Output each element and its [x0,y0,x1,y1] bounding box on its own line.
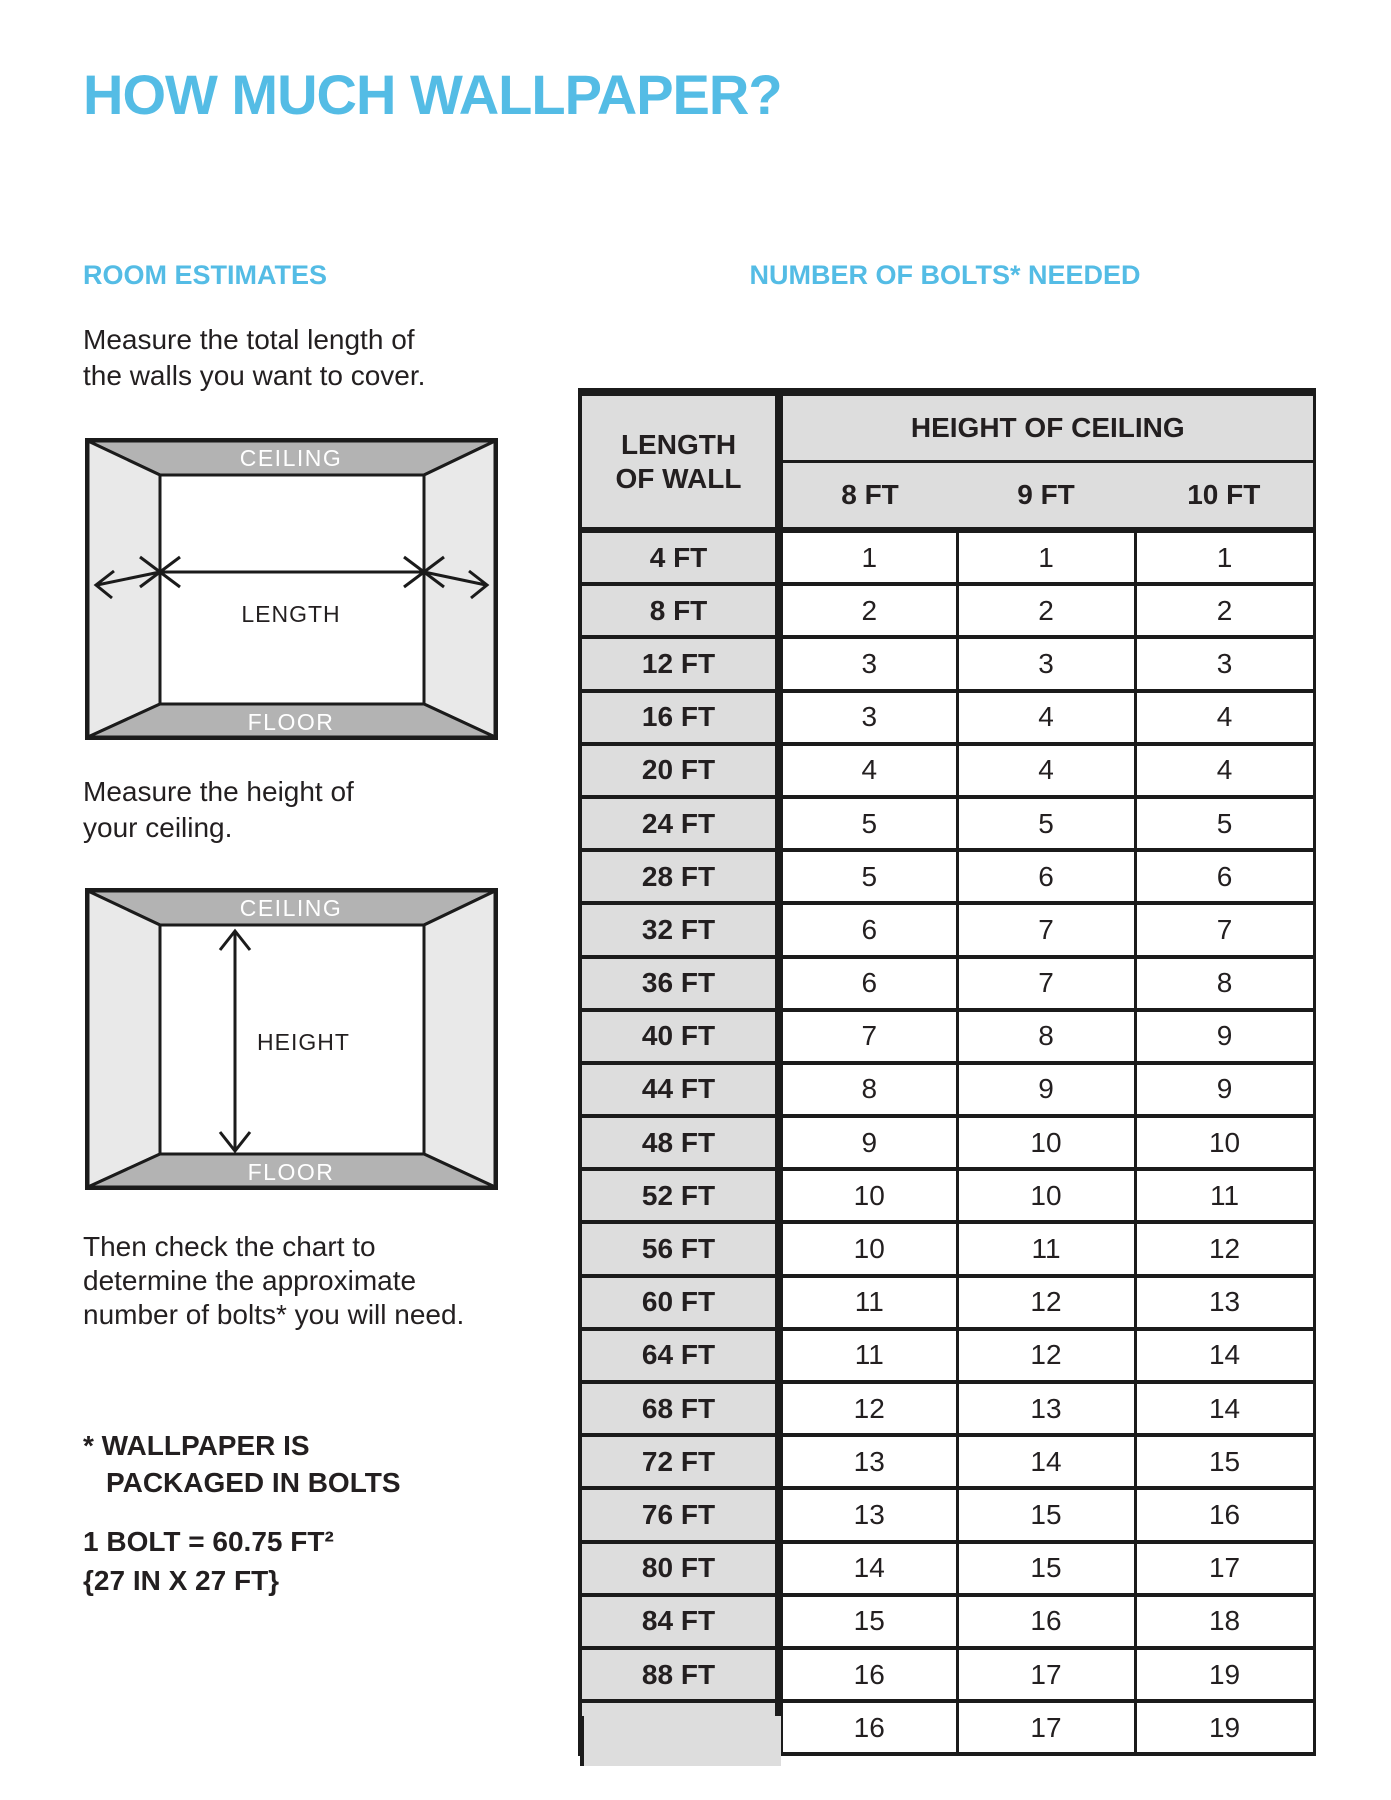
step2-line1: Measure the height of [83,776,354,807]
bolt-count-cell: 5 [779,797,957,850]
step2-line2: your ceiling. [83,812,233,843]
bolt-count-cell: 15 [957,1488,1135,1541]
bolt-count-cell: 15 [1135,1435,1314,1488]
table-header-row-1 [580,392,1314,462]
table-row [580,1063,1314,1116]
bolt-count-cell: 3 [957,637,1135,690]
bolt-info [83,1522,334,1600]
wall-length-cell: 56 FT [580,1222,779,1275]
table-row [580,903,1314,956]
bolt-count-cell: 10 [779,1222,957,1275]
bolt-count-cell: 10 [957,1116,1135,1169]
wall-length-cell: 48 FT [580,1116,779,1169]
bolt-count-cell: 4 [779,744,957,797]
table-row [580,1169,1314,1222]
table-row [580,637,1314,690]
height-of-ceiling-header: HEIGHT OF CEILING [779,392,1314,462]
wall-length-cell: 20 FT [580,744,779,797]
bolt-count-cell: 16 [779,1648,957,1701]
bolt-count-cell: 15 [957,1542,1135,1595]
col-header-10ft: 10 FT [1135,462,1314,531]
room-length-diagram [85,438,498,740]
bolt-count-cell: 13 [779,1435,957,1488]
bolt-count-cell: 5 [779,850,957,903]
bolt-count-cell: 16 [779,1701,957,1754]
step3-text [83,1230,464,1332]
wall-length-cell: 24 FT [580,797,779,850]
bolt-count-cell: 7 [1135,903,1314,956]
bolt-count-cell: 11 [1135,1169,1314,1222]
bolt-count-cell: 3 [1135,637,1314,690]
bolt-count-cell: 14 [1135,1329,1314,1382]
bolt-count-cell: 4 [1135,691,1314,744]
bolt-count-cell: 6 [1135,850,1314,903]
ceiling-label: CEILING [239,895,343,921]
table-row [580,744,1314,797]
table-row [580,584,1314,637]
bolt-equation: 1 BOLT = 60.75 FT² [83,1526,334,1557]
bolt-count-cell: 7 [957,957,1135,1010]
length-of-wall-line1: LENGTH [620,428,737,460]
bolt-count-cell: 3 [779,637,957,690]
length-of-wall-header [580,392,779,530]
height-label: HEIGHT [257,1029,350,1055]
bolt-count-cell: 8 [1135,957,1314,1010]
right-wall-panel [424,891,495,1187]
bolt-count-cell: 10 [957,1169,1135,1222]
bolt-count-cell: 11 [779,1276,957,1329]
bolt-count-cell: 18 [1135,1595,1314,1648]
bolt-count-cell: 6 [779,957,957,1010]
table-row [580,850,1314,903]
ceiling-label: CEILING [239,445,343,471]
wall-length-cell: 60 FT [580,1276,779,1329]
wall-length-cell: 76 FT [580,1488,779,1541]
bolt-count-cell: 12 [957,1329,1135,1382]
footnote-line1: * WALLPAPER IS [83,1430,310,1461]
bolt-count-cell: 17 [1135,1542,1314,1595]
wall-length-cell: 44 FT [580,1063,779,1116]
length-label: LENGTH [241,601,341,627]
bolt-count-cell: 6 [957,850,1135,903]
bolt-count-cell: 9 [1135,1063,1314,1116]
col-header-9ft: 9 FT [957,462,1135,531]
bolt-count-cell: 4 [1135,744,1314,797]
col-header-8ft: 8 FT [779,462,957,531]
bolt-count-cell: 19 [1135,1648,1314,1701]
table-row [580,1542,1314,1595]
bolt-count-cell: 15 [779,1595,957,1648]
bolts-table-heading: NUMBER OF BOLTS* NEEDED [749,260,1141,290]
room-estimates-heading: ROOM ESTIMATES [83,260,328,290]
floor-label: FLOOR [247,709,335,735]
room-height-diagram [85,888,498,1190]
bolt-count-cell: 19 [1135,1701,1314,1754]
table-row [580,1222,1314,1275]
wall-length-cell: 68 FT [580,1382,779,1435]
bolt-count-cell: 2 [779,584,957,637]
bolt-count-cell: 5 [1135,797,1314,850]
bolt-count-cell: 4 [957,691,1135,744]
bolt-count-cell: 2 [1135,584,1314,637]
bolt-count-cell: 4 [957,744,1135,797]
bolt-count-cell: 13 [779,1488,957,1541]
table-row [580,691,1314,744]
table-row [580,1648,1314,1701]
length-of-wall-line2: OF WALL [615,462,742,494]
bolt-footnote [83,1427,401,1501]
bolt-count-cell: 2 [957,584,1135,637]
bolt-count-cell: 7 [779,1010,957,1063]
wall-length-cell: 84 FT [580,1595,779,1648]
length-column-stub [580,1716,781,1766]
table-row [580,957,1314,1010]
table-row [580,797,1314,850]
page-title: HOW MUCH WALLPAPER? [83,63,782,126]
bolt-count-cell: 14 [1135,1382,1314,1435]
table-row [580,1488,1314,1541]
footnote-line2: PACKAGED IN BOLTS [106,1467,401,1498]
bolt-count-cell: 1 [1135,530,1314,584]
step1-line1: Measure the total length of [83,324,415,355]
wall-length-cell: 28 FT [580,850,779,903]
bolt-count-cell: 10 [1135,1116,1314,1169]
bolt-count-cell: 8 [779,1063,957,1116]
bolt-count-cell: 11 [779,1329,957,1382]
bolt-count-cell: 16 [957,1595,1135,1648]
bolt-count-cell: 12 [1135,1222,1314,1275]
table-row [580,1010,1314,1063]
bolt-count-cell: 13 [1135,1276,1314,1329]
wall-length-cell: 80 FT [580,1542,779,1595]
step3-line1: Then check the chart to [83,1231,376,1262]
wall-length-cell: 88 FT [580,1648,779,1701]
step3-line3: number of bolts* you will need. [83,1299,465,1330]
step1-line2: the walls you want to cover. [83,360,426,391]
bolt-count-cell: 10 [779,1169,957,1222]
wall-length-cell: 72 FT [580,1435,779,1488]
bolts-table [578,388,1316,1756]
bolt-count-cell: 17 [957,1701,1135,1754]
wall-length-cell: 32 FT [580,903,779,956]
wall-length-cell: 8 FT [580,584,779,637]
table-row [580,1116,1314,1169]
table-row [580,1435,1314,1488]
wall-length-cell: 4 FT [580,530,779,584]
bolt-count-cell: 5 [957,797,1135,850]
bolt-count-cell: 3 [779,691,957,744]
step3-line2: determine the approximate [83,1265,417,1296]
bolt-count-cell: 16 [1135,1488,1314,1541]
bolt-count-cell: 12 [957,1276,1135,1329]
bolt-count-cell: 14 [957,1435,1135,1488]
bolt-count-cell: 14 [779,1542,957,1595]
wall-length-cell: 40 FT [580,1010,779,1063]
bolt-dimensions: {27 IN X 27 FT} [83,1565,280,1596]
wall-length-cell: 52 FT [580,1169,779,1222]
bolt-count-cell: 7 [957,903,1135,956]
left-wall-panel [88,891,160,1187]
bolt-table-body [580,530,1314,1754]
wall-length-cell: 36 FT [580,957,779,1010]
wall-length-cell: 16 FT [580,691,779,744]
bolt-count-cell: 9 [1135,1010,1314,1063]
step1-text [83,322,425,394]
bolt-count-cell: 9 [779,1116,957,1169]
wall-length-cell: 12 FT [580,637,779,690]
bolt-count-cell: 1 [957,530,1135,584]
table-row [580,1276,1314,1329]
bolt-count-cell: 12 [779,1382,957,1435]
bolt-count-cell: 11 [957,1222,1135,1275]
bolt-count-cell: 13 [957,1382,1135,1435]
table-row [580,1329,1314,1382]
table-row [580,1382,1314,1435]
floor-label: FLOOR [247,1159,335,1185]
wall-length-cell: 64 FT [580,1329,779,1382]
bolt-count-cell: 8 [957,1010,1135,1063]
bolt-count-cell: 9 [957,1063,1135,1116]
step2-text [83,774,354,846]
bolt-count-cell: 1 [779,530,957,584]
table-row [580,530,1314,584]
table-row [580,1595,1314,1648]
bolt-count-cell: 17 [957,1648,1135,1701]
bolt-count-cell: 6 [779,903,957,956]
